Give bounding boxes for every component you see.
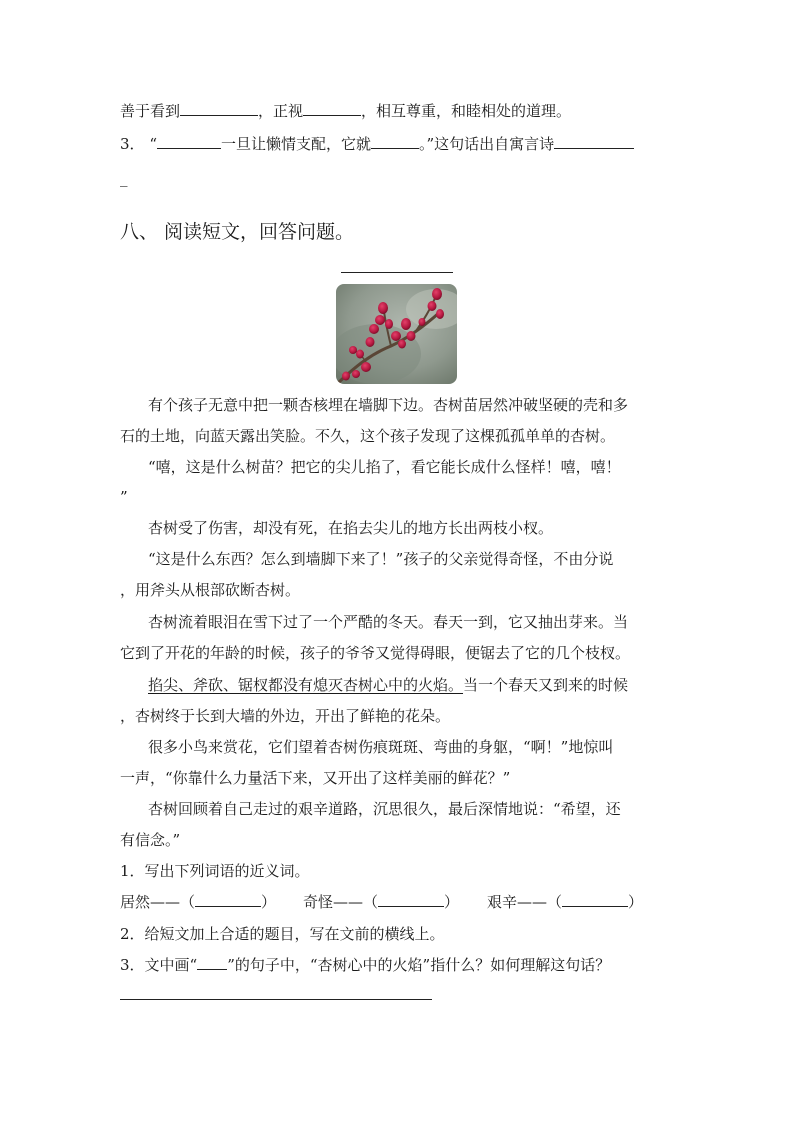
synonym-item-1 <box>120 892 276 912</box>
text: 当一个春天又到来的时候 <box>463 676 629 694</box>
story-paragraph-6 <box>148 675 628 695</box>
question-number: 3． <box>120 135 145 153</box>
text: 3．文中画“ <box>120 956 198 974</box>
answer-blank[interactable] <box>157 134 221 149</box>
story-paragraph-2-cont: ” <box>120 488 128 506</box>
story-paragraph-7: 很多小鸟来赏花，它们望着杏树伤痕斑斑、弯曲的身躯，“啊！”地惊叫 <box>148 738 614 756</box>
underline-sample <box>197 955 227 970</box>
text: 。”这句话出自寓言诗 <box>419 135 555 153</box>
story-paragraph-6-cont: ，杏树终于长到大墙的外边，开出了鲜艳的花朵。 <box>120 707 451 725</box>
synonym-word: 居然——（ <box>120 893 196 911</box>
story-paragraph-5: 杏树流着眼泪在雪下过了一个严酷的冬天。春天一到，它又抽出芽来。当 <box>148 613 629 631</box>
story-paragraph-8: 杏树回顾着自己走过的艰辛道路，沉思很久，最后深情地说：“希望，还 <box>148 800 621 818</box>
answer-blank[interactable] <box>180 101 258 116</box>
synonym-item-2 <box>303 892 459 912</box>
prev-question-line <box>120 101 571 121</box>
story-paragraph-8-cont: 有信念。” <box>120 831 181 849</box>
text: ，相互尊重，和睦相处的道理。 <box>361 102 572 120</box>
synonym-word: 奇怪——（ <box>303 893 379 911</box>
text: “ <box>149 135 157 153</box>
synonym-item-3 <box>487 892 643 912</box>
question-3 <box>120 955 610 975</box>
story-paragraph-2: “嘻，这是什么树苗？把它的尖儿掐了，看它能长成什么怪样！嘻，嘻！ <box>148 458 621 476</box>
underlined-sentence: 掐尖、斧砍、锯杈都没有熄灭杏树心中的火焰。 <box>148 676 464 694</box>
apricot-branch-illustration <box>336 284 457 384</box>
question-1: 1．写出下列词语的近义词。 <box>120 862 310 880</box>
text: ，正视 <box>258 102 304 120</box>
story-paragraph-1: 有个孩子无意中把一颗杏核埋在墙脚下边。杏树苗居然冲破坚硬的壳和多 <box>148 396 629 414</box>
answer-blank[interactable] <box>195 892 261 907</box>
text: ） <box>261 893 277 911</box>
section-heading: 八、 阅读短文，回答问题。 <box>120 221 355 243</box>
synonym-word: 艰辛——（ <box>487 893 563 911</box>
question-2: 2．给短文加上合适的题目，写在文前的横线上。 <box>120 925 445 943</box>
answer-blank[interactable] <box>371 134 419 149</box>
story-paragraph-4: “这是什么东西？怎么到墙脚下来了！”孩子的父亲觉得奇怪，不由分说 <box>148 550 614 568</box>
prev-question-3 <box>120 134 634 154</box>
title-answer-line[interactable] <box>341 272 453 273</box>
answer-blank[interactable] <box>378 892 444 907</box>
text: ”的句子中，“杏树心中的火焰”指什么？如何理解这句话？ <box>227 956 611 974</box>
answer-blank[interactable] <box>303 101 361 116</box>
story-paragraph-4-cont: ，用斧头从根部砍断杏树。 <box>120 581 301 599</box>
story-paragraph-1-cont: 石的土地，向蓝天露出笑脸。不久，这个孩子发现了这棵孤孤单单的杏树。 <box>120 427 616 445</box>
prev-question-3-tail: _ <box>120 169 128 187</box>
question-3-answer-line[interactable] <box>120 999 432 1000</box>
text: ） <box>628 893 644 911</box>
story-paragraph-7-cont: 一声，“你靠什么力量活下来，又开出了这样美丽的鲜花？” <box>120 769 511 787</box>
story-paragraph-5-cont: 它到了开花的年龄的时候，孩子的爷爷又觉得碍眼，便锯去了它的几个枝杈。 <box>120 644 631 662</box>
answer-blank[interactable] <box>554 134 634 149</box>
text: ） <box>444 893 460 911</box>
text: 善于看到 <box>120 102 181 120</box>
text: 一旦让懒情支配，它就 <box>221 135 372 153</box>
story-paragraph-3: 杏树受了伤害，却没有死，在掐去尖儿的地方长出两枝小杈。 <box>148 519 554 537</box>
apricot-branch-photo <box>336 284 457 384</box>
answer-blank[interactable] <box>562 892 628 907</box>
